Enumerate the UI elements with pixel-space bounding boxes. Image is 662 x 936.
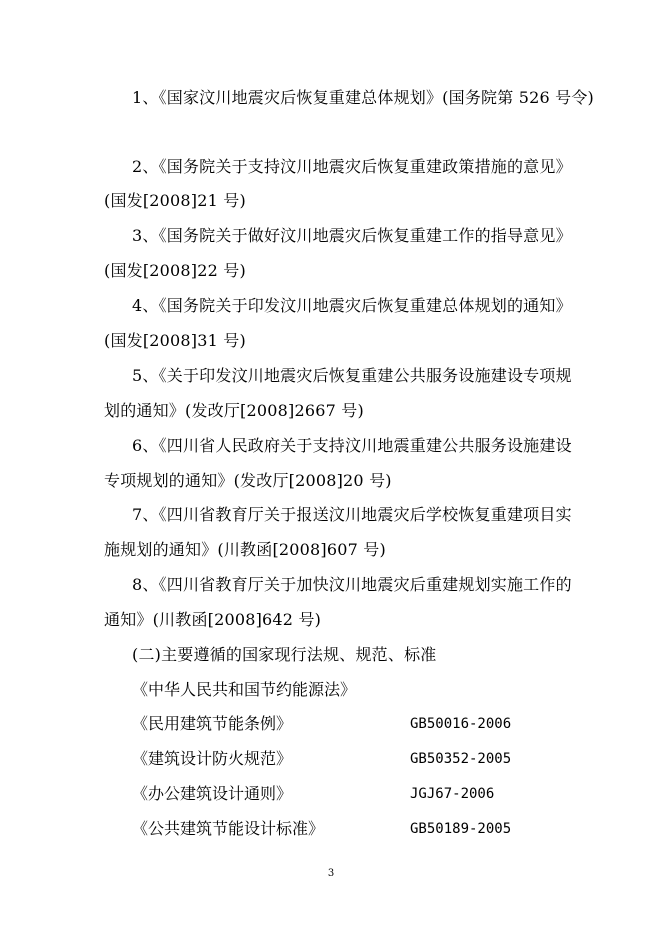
standard-4-name: 《办公建筑设计通则》 [132, 784, 293, 803]
standard-2-name: 《民用建筑节能条例》 [132, 714, 293, 733]
reference-3-line-1: 3、《国务院关于做好汶川地震灾后恢复重建工作的指导意见》 [132, 226, 572, 245]
reference-2-line-1: 2、《国务院关于支持汶川地震灾后恢复重建政策措施的意见》 [132, 157, 572, 176]
standard-3-name: 《建筑设计防火规范》 [132, 749, 293, 768]
page-number: 3 [327, 868, 335, 879]
reference-4-line-2: (国发[2008]31 号) [104, 331, 246, 350]
reference-5-line-2: 划的通知》(发改厅[2008]2667 号) [104, 401, 364, 420]
reference-5-line-1: 5、《关于印发汶川地震灾后恢复重建公共服务设施建设专项规 [132, 366, 572, 385]
standard-5-name: 《公共建筑节能设计标准》 [132, 819, 325, 838]
reference-7-line-2: 施规划的通知》(川教函[2008]607 号) [104, 540, 386, 559]
reference-7-line-1: 7、《四川省教育厅关于报送汶川地震灾后学校恢复重建项目实 [132, 505, 572, 524]
reference-4-line-1: 4、《国务院关于印发汶川地震灾后恢复重建总体规划的通知》 [132, 296, 572, 315]
reference-8-line-1: 8、《四川省教育厅关于加快汶川地震灾后重建规划实施工作的 [132, 575, 572, 594]
reference-6-line-1: 6、《四川省人民政府关于支持汶川地震重建公共服务设施建设 [132, 436, 572, 455]
standard-5-code: GB50189-2005 [410, 821, 512, 837]
standard-1-name: 《中华人民共和国节约能源法》 [132, 680, 357, 699]
reference-2-line-2: (国发[2008]21 号) [104, 191, 246, 210]
reference-8-line-2: 通知》(川教函[2008]642 号) [104, 610, 322, 629]
standard-2-code: GB50016-2006 [410, 716, 512, 732]
reference-1-line-1: 1、《国家汶川地震灾后恢复重建总体规划》(国务院第 526 号令) [132, 88, 594, 107]
section-heading: (二)主要遵循的国家现行法规、规范、标准 [132, 645, 437, 664]
reference-3-line-2: (国发[2008]22 号) [104, 261, 246, 280]
reference-6-line-2: 专项规划的通知》(发改厅[2008]20 号) [104, 471, 392, 490]
standard-4-code: JGJ67-2006 [410, 786, 495, 802]
standard-3-code: GB50352-2005 [410, 751, 512, 767]
